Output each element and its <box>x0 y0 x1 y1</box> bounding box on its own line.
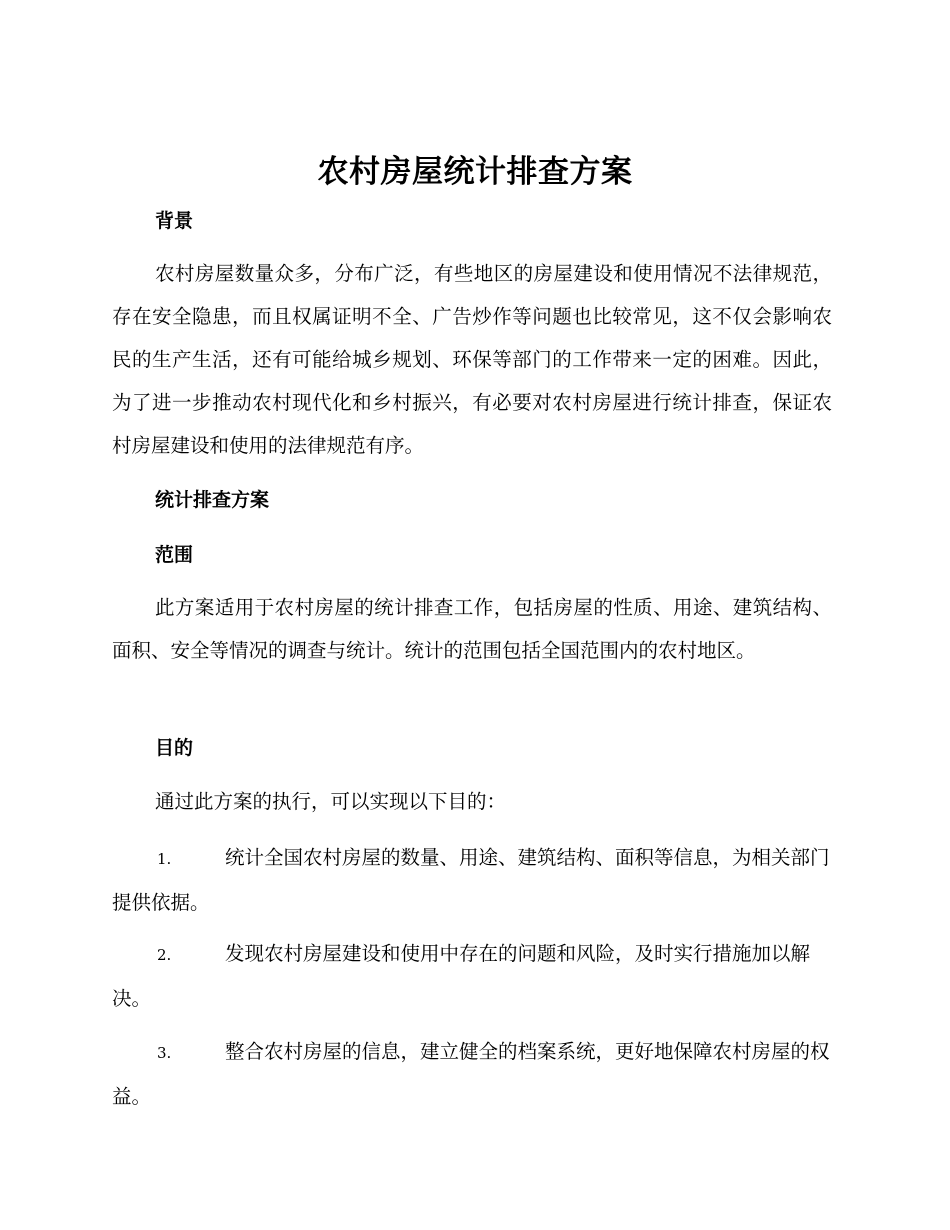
heading-plan: 统计排查方案 <box>155 489 270 511</box>
heading-background: 背景 <box>155 210 194 232</box>
paragraph-scope: 此方案适用于农村房屋的统计排查工作，包括房屋的性质、用途、建筑结构、面积、安全等情况的调查与统计。统计的范围包括全国范围内的农村地区。 <box>112 596 832 662</box>
list-item-number: 3. <box>157 1044 172 1062</box>
heading-purpose: 目的 <box>155 737 194 759</box>
list-item-text: 统计全国农村房屋的数量、用途、建筑结构、面积等信息，为相关部门提供依据。 <box>112 846 830 914</box>
list-item-number: 1. <box>157 850 172 868</box>
heading-scope: 范围 <box>155 544 194 566</box>
document-title: 农村房屋统计排查方案 <box>317 154 633 190</box>
paragraph-background: 农村房屋数量众多，分布广泛，有些地区的房屋建设和使用情况不法律规范，存在安全隐患，而且权属证明不全、广告炒作等问题也比较常见，这不仅会影响农民的生产生活，还有可能给城乡规划、环保等部门的工作带来一定的困难。因此，为了进一步推动农村现代化和乡村振兴，有必要对农村房屋进行统计排查，保证农村房屋建设和使用的法律规范有序。 <box>112 262 832 457</box>
list-item <box>112 836 832 924</box>
list-item <box>112 932 832 1020</box>
list-item <box>112 1030 832 1118</box>
list-item-number: 2. <box>157 946 172 964</box>
list-item-text: 整合农村房屋的信息，建立健全的档案系统，更好地保障农村房屋的权益。 <box>112 1040 830 1108</box>
paragraph-purpose-intro: 通过此方案的执行，可以实现以下目的： <box>155 790 507 813</box>
list-item-text: 发现农村房屋建设和使用中存在的问题和风险，及时实行措施加以解决。 <box>112 942 811 1010</box>
